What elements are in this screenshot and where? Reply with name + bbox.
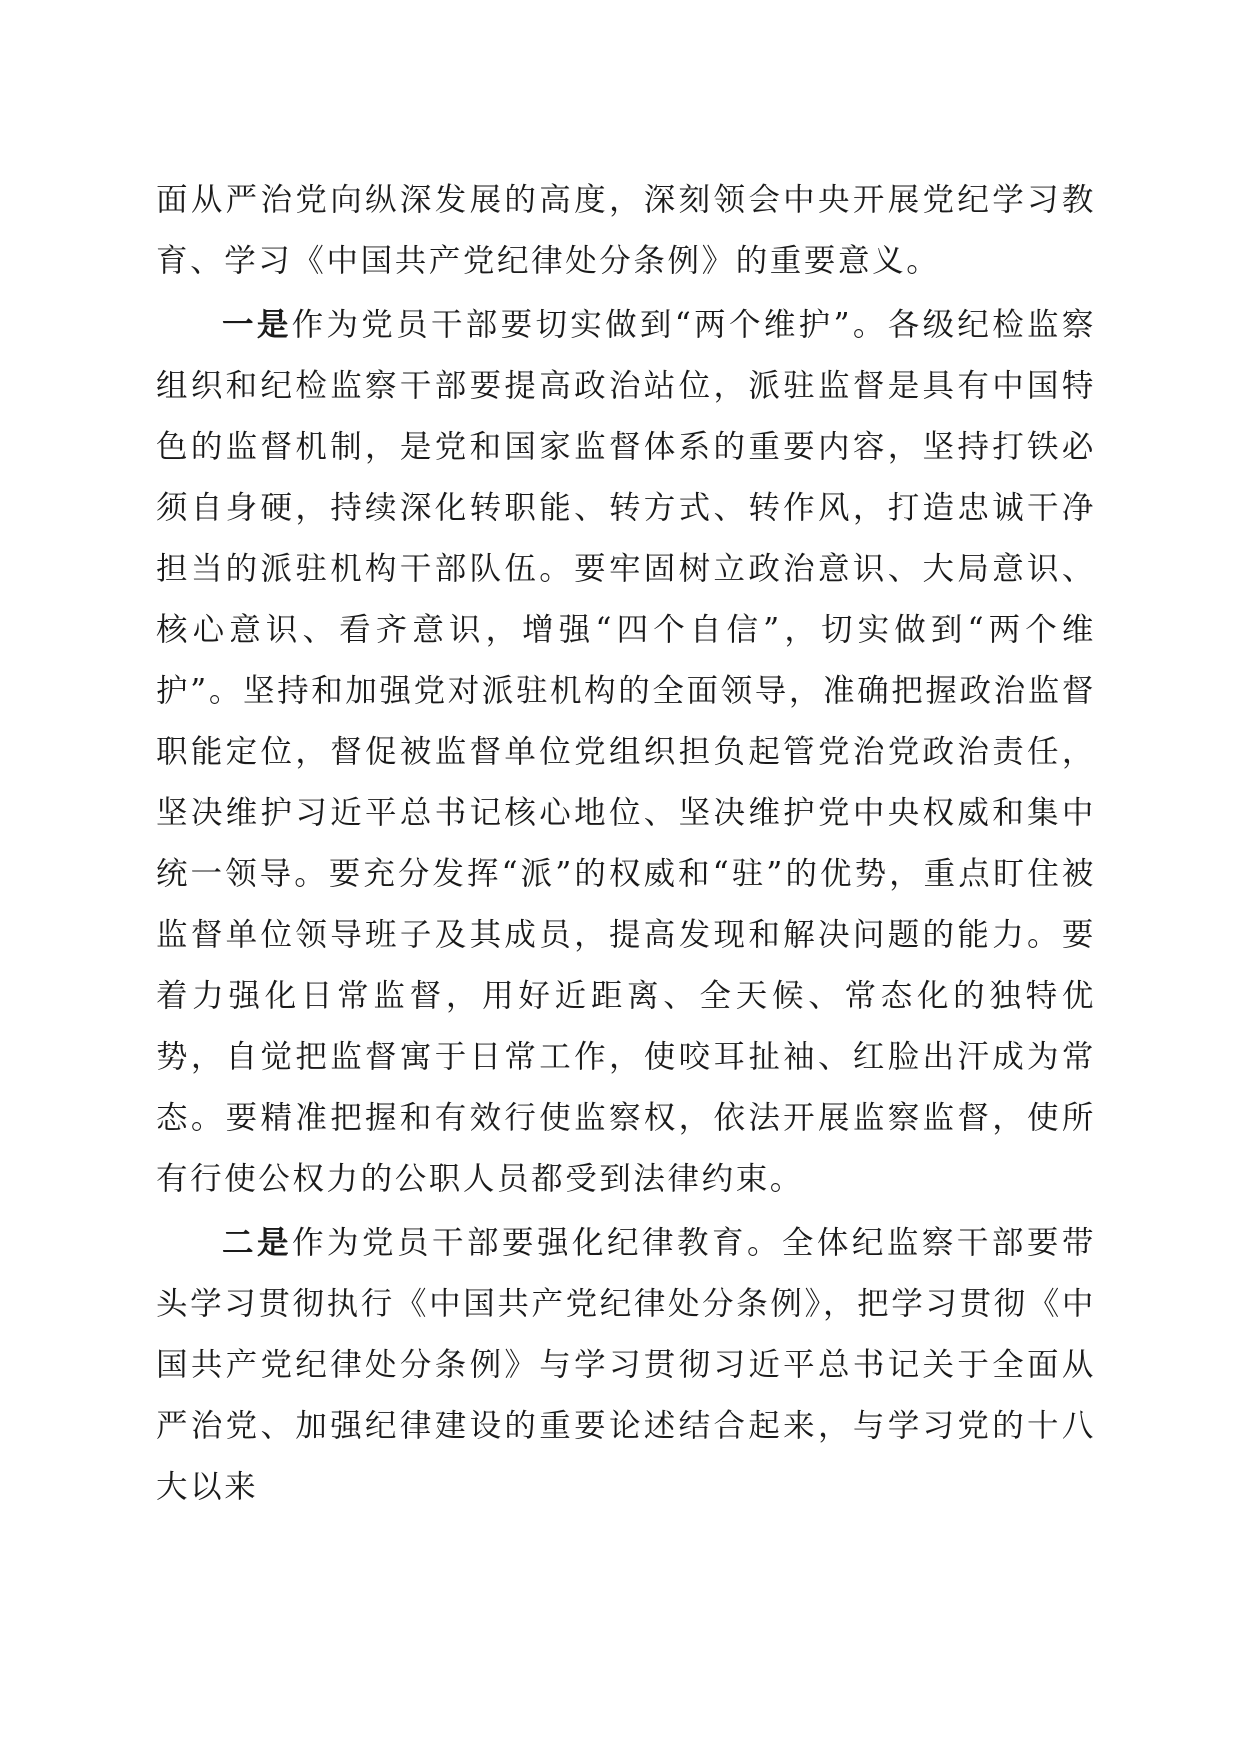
paragraph-lead: 二是: [222, 1225, 292, 1261]
paragraph-continuation: [156, 170, 1096, 292]
paragraph-lead: 一是: [222, 307, 292, 343]
paragraph-text: 作为党员干部要强化纪律教育。全体纪监察干部要带头学习贯彻执行《中国共产党纪律处分条例》，把学习贯彻《中国共产党纪律处分条例》与学习贯彻习近平总书记关于全面从严治党、加强纪律建设的重要论述结合起来，与学习党的十八大以来: [156, 1225, 1096, 1505]
paragraph-text: 作为党员干部要切实做到“两个维护”。各级纪检监察组织和纪检监察干部要提高政治站位，派驻监督是具有中国特色的监督机制，是党和国家监督体系的重要内容，坚持打铁必须自身硬，持续深化转职能、转方式、转作风，打造忠诚干净担当的派驻机构干部队伍。要牢固树立政治意识、大局意识、核心意识、看齐意识，增强“四个自信”，切实做到“两个维护”。坚持和加强党对派驻机构的全面领导，准确把握政治监督职能定位，督促被监督单位党组织担负起管党治党政治责任，坚决维护习近平总书记核心地位、坚决维护党中央权威和集中统一领导。要充分发挥“派”的权威和“驻”的优势，重点盯住被监督单位领导班子及其成员，提高发现和解决问题的能力。要着力强化日常监督，用好近距离、全天候、常态化的独特优势，自觉把监督寓于日常工作，使咬耳扯袖、红脸出汗成为常态。要精准把握和有效行使监察权，依法开展监察监督，使所有行使公权力的公职人员都受到法律约束。: [156, 307, 1096, 1197]
paragraph-point-two: [156, 1213, 1096, 1518]
paragraph-text: 面从严治党向纵深发展的高度，深刻领会中央开展党纪学习教育、学习《中国共产党纪律处分条例》的重要意义。: [156, 182, 1096, 279]
body-text: [156, 170, 1096, 1521]
paragraph-point-one: [156, 295, 1096, 1210]
